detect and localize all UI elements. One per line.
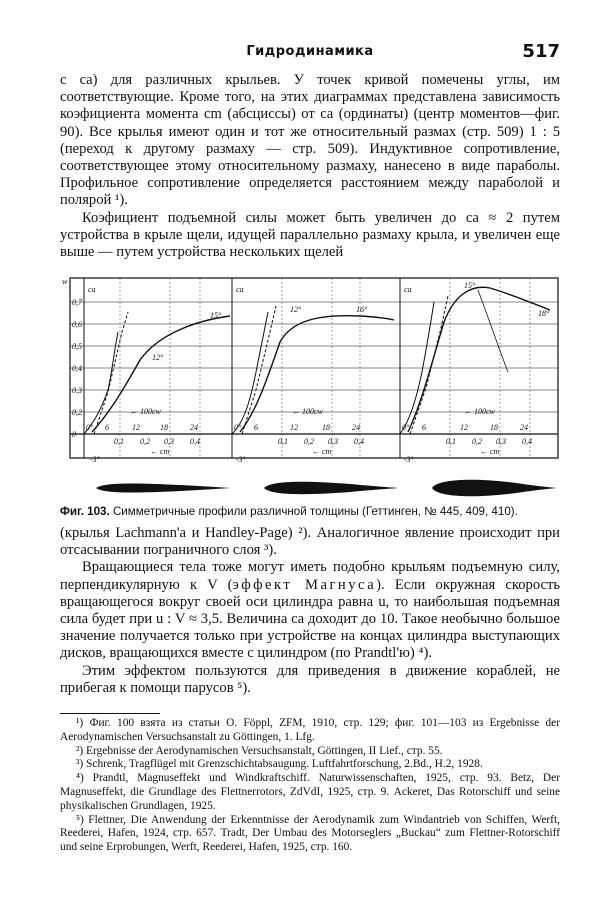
ca-label: ca bbox=[404, 285, 412, 294]
x-tick-top: 18 bbox=[160, 423, 168, 432]
x-tick-bottom: 0,2 bbox=[472, 437, 482, 446]
paragraph-4-part-b: ). Если окружная скорость вращающегося вокруг своей оси цилиндра равна u, то наибольшая подъемная сила будет при u : V ≈ 3,5. Величина ca доходит до 10. Такое необычно большое значение получается только при устройстве на концах цилиндра выступающих дисков, вращающихся вместе с цилиндром (по Prandtl'ю) ⁴). bbox=[60, 576, 560, 662]
x-tick-bottom: 0,1 bbox=[114, 437, 124, 446]
x-tick-top: 18 bbox=[490, 423, 498, 432]
six-deg-label: 6 bbox=[422, 423, 426, 432]
ca-label: ca bbox=[236, 285, 244, 294]
zero-angle: 0° bbox=[234, 423, 242, 432]
moment-curve bbox=[242, 306, 276, 434]
panel-2 bbox=[232, 285, 394, 464]
stall-curve bbox=[478, 290, 508, 372]
polar-diagram-svg bbox=[60, 272, 560, 472]
paragraph-4-part-a: Вращающиеся тела тоже могут иметь подобно крыльям подъемную силу, перпендикулярную к V ( bbox=[60, 559, 560, 593]
x-tick-top: 24 bbox=[352, 423, 360, 432]
figure-number: Фиг. 103. bbox=[60, 505, 110, 518]
cm-label: ← cm bbox=[150, 447, 170, 456]
footnote-3: ³) Schrenk, Tragflügel mit Grenzschichtabsaugung. Luftfahrtforschung, 2.Bd., H.2, 1928. bbox=[76, 758, 483, 771]
angle-label: 18° bbox=[538, 309, 550, 318]
airfoil-medium bbox=[264, 482, 398, 494]
footnote-5: ⁵) Flettner, Die Anwendung der Erkenntnisse der Aerodynamik zum Windantrieb von Schiffen, Werft, Reederei, Hafen, 1924, стр. 657. Tradt, Der Umbau des Motorseglers „Buckau“ zum Flettner-Rotorschiff und seine Erprobungen, Werft, Reederei, Hafen, 1925, стр. 160. bbox=[60, 813, 560, 854]
cm-label: ← cm bbox=[312, 447, 332, 456]
x-tick-top: 12 bbox=[460, 423, 468, 432]
y-tick: 0,3 bbox=[72, 386, 82, 395]
figure-caption bbox=[60, 505, 560, 518]
angle-label: 16° bbox=[356, 305, 368, 314]
x-tick-bottom: 0,4 bbox=[354, 437, 364, 446]
airfoil-thin bbox=[96, 483, 230, 492]
x-tick-bottom: 0,2 bbox=[140, 437, 150, 446]
angle-label: 15° bbox=[210, 311, 222, 320]
airfoil-thick bbox=[432, 480, 556, 497]
y-tick: 0,6 bbox=[72, 320, 82, 329]
body-text-bottom bbox=[60, 525, 560, 697]
paragraph-2: Коэфициент подъемной силы может быть увеличен до ca ≈ 2 путем устройства в крыле щели, идущей параллельно размаху крыла, и увеличен еще выше — путем устройства нескольких щелей bbox=[60, 209, 560, 261]
airfoil-profiles bbox=[60, 478, 560, 498]
footnote-rule bbox=[60, 713, 160, 714]
footnote-4: ⁴) Prandtl, Magnuseffekt und Windkraftschiff. Naturwissenschaften, 1925, стр. 93. Betz, Der Magnuseffekt, die Grundlage des Flettnerrotors, ZdVdI, 1925, стр. 9. Ackeret, Das Rotorschiff und seine physikalischen Grundlagen, 1925. bbox=[60, 772, 560, 812]
figure-103-diagram bbox=[60, 272, 560, 472]
y-axis-letter: w bbox=[62, 277, 68, 286]
page-header bbox=[60, 41, 560, 64]
y-tick: 0,2 bbox=[72, 408, 82, 417]
six-deg-label: 6 bbox=[254, 423, 258, 432]
body-text-top bbox=[60, 72, 560, 261]
cw-label: ← 100cw bbox=[130, 407, 161, 416]
x-tick-top: 24 bbox=[190, 423, 198, 432]
x-tick-top: 24 bbox=[520, 423, 528, 432]
x-tick-top: 12 bbox=[132, 423, 140, 432]
paragraph-4 bbox=[60, 559, 560, 662]
y-tick-labels bbox=[72, 298, 83, 439]
footnotes bbox=[60, 717, 560, 855]
x-tick-bottom: 0,3 bbox=[328, 437, 338, 446]
panel-3 bbox=[400, 281, 550, 464]
magnus-effect-term: эффект Магнуса bbox=[232, 576, 377, 593]
ca-label: ca bbox=[88, 285, 96, 294]
angle-label: 12° bbox=[290, 305, 302, 314]
y-tick: 0,5 bbox=[72, 342, 82, 351]
cw-label: ← 100cw bbox=[464, 407, 495, 416]
paragraph-3: (крылья Lachmann'a и Handley-Page) ²). Аналогичное явление происходит при отсасывании пограничного слоя ³). bbox=[60, 525, 560, 559]
running-title: Гидродинамика bbox=[246, 44, 374, 59]
angle-label: 12° bbox=[152, 353, 164, 362]
cw-label: ← 100cw bbox=[292, 407, 323, 416]
x-tick-bottom: 0,3 bbox=[496, 437, 506, 446]
x-tick-bottom: 0,1 bbox=[278, 437, 288, 446]
panel-1 bbox=[84, 285, 230, 464]
y-tick: 0,7 bbox=[72, 298, 82, 307]
x-tick-bottom: 0,2 bbox=[304, 437, 314, 446]
page-number: 517 bbox=[522, 41, 560, 62]
angle-label: 15° bbox=[464, 281, 476, 290]
x-tick-bottom: 0,1 bbox=[446, 437, 456, 446]
neg-angle: -3° bbox=[90, 455, 100, 464]
x-tick-bottom: 0,4 bbox=[522, 437, 532, 446]
six-deg-label: 6 bbox=[105, 423, 109, 432]
x-tick-bottom: 0,4 bbox=[190, 437, 200, 446]
caption-text: Симметричные профили различной толщины (Геттинген, № 445, 409, 410). bbox=[112, 505, 518, 518]
neg-angle: -3° bbox=[236, 455, 246, 464]
induced-drag-parabola bbox=[84, 332, 118, 434]
footnote-2: ²) Ergebnisse der Aerodynamischen Versuchsanstalt, Göttingen, II Lief., стр. 55. bbox=[76, 744, 443, 757]
neg-angle: -3° bbox=[404, 455, 414, 464]
paragraph-1: с ca) для различных крыльев. У точек кривой помечены углы, им соответствующие. Кроме того, на этих диаграммах представлена зависимость коэфициента момента cm (абсциссы) от ca (ординаты) (центр моментов—фиг. 90). Все крылья имеют один и тот же относительный размах (стр. 509) 1 : 5 (переход к другому размаху — стр. 509). Индуктивное сопротивление, соответствующее этому относительному размаху, нанесено в виде параболы. Профильное сопротивление определяется расстоянием между параболой и полярой ¹). bbox=[60, 72, 560, 209]
x-tick-bottom: 0,3 bbox=[164, 437, 174, 446]
cm-label: ← cm bbox=[480, 447, 500, 456]
x-tick-top: 18 bbox=[322, 423, 330, 432]
zero-angle: 0° bbox=[402, 423, 410, 432]
x-tick-top: 12 bbox=[290, 423, 298, 432]
y-tick: 0,4 bbox=[72, 364, 82, 373]
paragraph-5: Этим эффектом пользуются для приведения в движение кораблей, не прибегая к помощи парусов ⁵). bbox=[60, 662, 560, 696]
y-tick: 0 bbox=[72, 430, 76, 439]
zero-angle: 0° bbox=[86, 423, 94, 432]
footnote-1: ¹) Фиг. 100 взята из статьи O. Föppl, ZFM, 1910, стр. 129; фиг. 101—103 из Ergebnisse der Aerodynamischen Versuchsanstalt zu Göttingen, 1. Lfg. bbox=[60, 717, 560, 743]
